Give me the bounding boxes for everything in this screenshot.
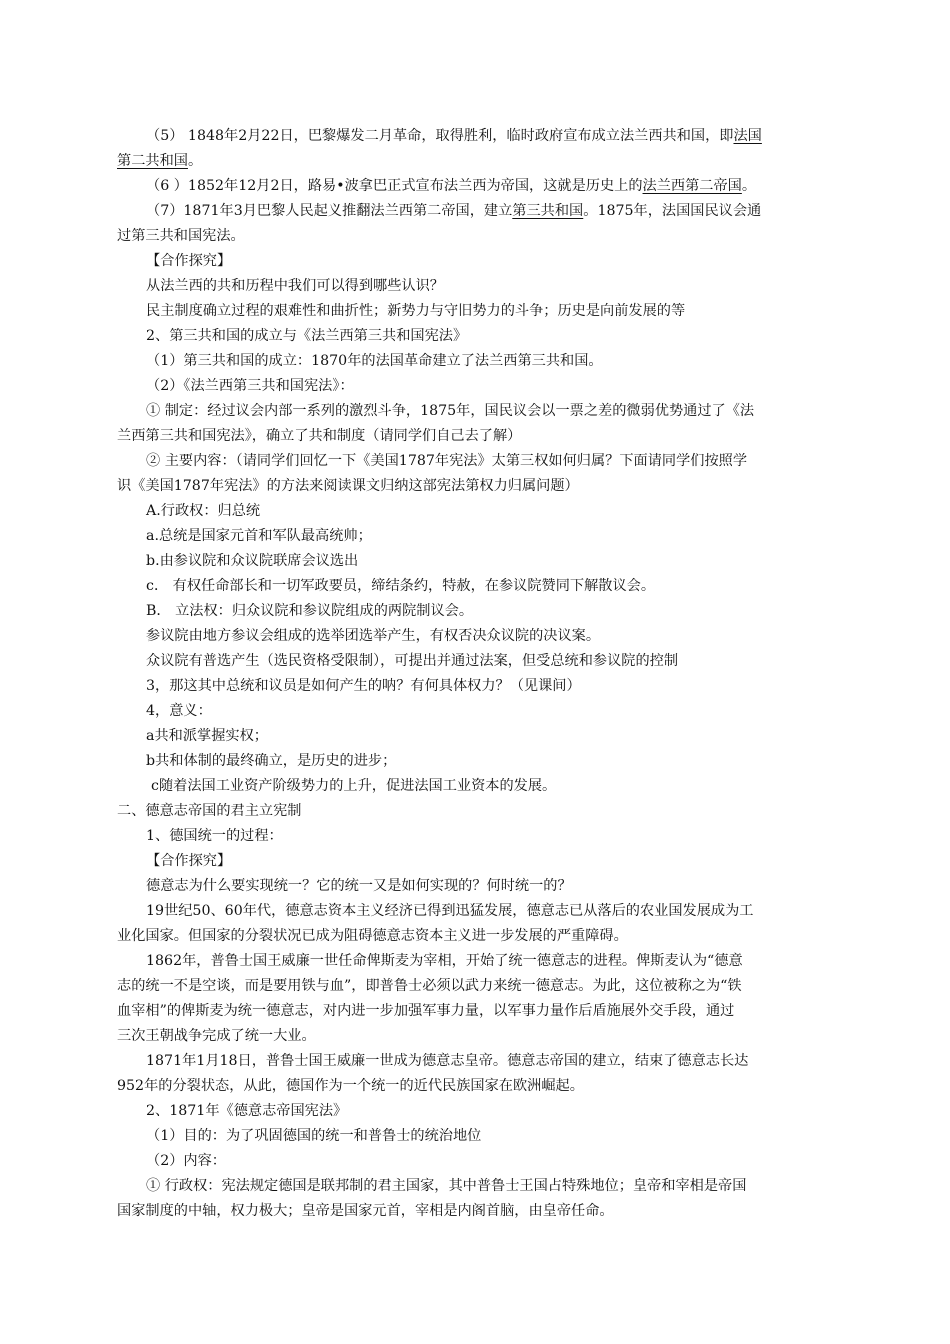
- text-run: （7）1871年3月巴黎人民起义推翻法兰西第二帝国，建立: [146, 203, 513, 219]
- paragraph-line: 参议院由地方参议会组成的选举团选举产生，有权否决众议院的决议案。: [146, 628, 601, 644]
- section-heading: 2、第三共和国的成立与《法兰西第三共和国宪法》: [146, 328, 468, 344]
- paragraph-line: [117, 174, 850, 199]
- paragraph-line: [117, 124, 850, 149]
- paragraph-line: 民主制度确立过程的艰难性和曲折性；新势力与守旧势力的斗争；历史是向前发展的等: [146, 303, 686, 319]
- paragraph-line: B． 立法权：归众议院和参议院组成的两院制议会。: [146, 603, 474, 619]
- paragraph-line: ① 行政权：宪法规定德国是联邦制的君主国家，其中普鲁士王国占特殊地位；皇帝和宰相是帝国: [146, 1178, 747, 1194]
- paragraph-line: 从法兰西的共和历程中我们可以得到哪些认识？: [146, 278, 444, 294]
- paragraph-line: 志的统一不是空谈，而是要用铁与血”，即普鲁士必须以武力来统一德意志。为此，这位被称之为“铁: [117, 978, 742, 994]
- section-heading: 1、德国统一的过程：: [146, 828, 283, 844]
- list-item: c． 有权任命部长和一切军政要员，缔结条约，特赦，在参议院赞同下解散议会。: [146, 578, 656, 594]
- paragraph-line: ① 制定：经过议会内部一系列的激烈斗争，1875年，国民议会以一票之差的微弱优势通过了《法: [146, 403, 755, 419]
- paragraph-line: 国家制度的中轴，权力极大；皇帝是国家元首，宰相是内阁首脑，由皇帝任命。: [117, 1203, 614, 1219]
- paragraph-line: 众议院有普选产生（选民资格受限制），可提出并通过法案，但受总统和参议院的控制: [146, 653, 679, 669]
- paragraph-line: 业化国家。但国家的分裂状况已成为阻碍德意志资本主义进一步发展的严重障碍。: [117, 928, 628, 944]
- paragraph-line: [117, 149, 850, 174]
- paragraph-line: 4，意义：: [146, 703, 212, 719]
- underlined-term: 第二共和国: [117, 153, 188, 169]
- list-item: b.由参议院和众议院联席会议选出: [146, 553, 359, 569]
- paragraph-line: 952年的分裂状态，从此，德国作为一个统一的近代民族国家在欧洲崛起。: [117, 1078, 584, 1094]
- paragraph-line: 1862年，普鲁士国王威廉一世任命俾斯麦为宰相，开始了统一德意志的进程。俾斯麦认为“德意: [146, 953, 743, 969]
- paragraph-line: 兰西第三共和国宪法》，确立了共和制度（请同学们自己去了解）: [117, 428, 522, 444]
- paragraph-line: 三次王朝战争完成了统一大业。: [117, 1028, 316, 1044]
- underlined-term: 法兰西第二帝国: [642, 178, 742, 194]
- text-run: 。: [187, 153, 203, 169]
- list-item: c随着法国工业资产阶级势力的上升，促进法国工业资本的发展。: [151, 778, 557, 794]
- text-run: （5） 1848年2月22日，巴黎爆发二月革命，取得胜利，临时政府宣布成立法兰西共和国，即: [146, 128, 734, 144]
- text-run: （6 ）1852年12月2日，路易•波拿巴正式宣布法兰西为帝国，这就是历史上的: [146, 178, 643, 194]
- list-item: a.总统是国家元首和军队最高统帅；: [146, 528, 372, 544]
- list-item: a共和派掌握实权；: [146, 728, 268, 744]
- paragraph-line: ② 主要内容：（请同学们回忆一下《美国1787年宪法》太第三权如何归属？下面请同学们按照学: [146, 453, 748, 469]
- section-heading: 【合作探究】: [146, 853, 232, 869]
- paragraph-line: 1871年1月18日，普鲁士国王威廉一世成为德意志皇帝。德意志帝国的建立，结束了德意志长达: [146, 1053, 749, 1069]
- paragraph-line: （1）目的：为了巩固德国的统一和普鲁士的统治地位: [146, 1128, 482, 1144]
- paragraph-line: 德意志为什么要实现统一？它的统一又是如何实现的？何时统一的？: [146, 878, 572, 894]
- paragraph-line: 过第三共和国宪法。: [117, 228, 245, 244]
- text-run: 。: [741, 178, 757, 194]
- underlined-term: 法国: [733, 128, 762, 144]
- text-run: 。1875年，法国国民议会通: [583, 203, 762, 219]
- section-heading: 【合作探究】: [146, 253, 232, 269]
- paragraph-line: A.行政权：归总统: [146, 503, 261, 519]
- paragraph-line: 识《美国1787年宪法》的方法来阅读课文归纳这部宪法第权力归属问题）: [117, 478, 579, 494]
- underlined-term: 第三共和国: [512, 203, 584, 219]
- paragraph-line: （2）内容：: [146, 1153, 226, 1169]
- section-heading: 二、德意志帝国的君主立宪制: [117, 803, 302, 819]
- paragraph-line: （1）第三共和国的成立：1870年的法国革命建立了法兰西第三共和国。: [146, 353, 603, 369]
- paragraph-line: 19世纪50、60年代，德意志资本主义经济已得到迅猛发展，德意志已从落后的农业国发展成为工: [146, 903, 754, 919]
- paragraph-line: 3，那这其中总统和议员是如何产生的呐？有何具体权力？（见课间）: [146, 678, 581, 694]
- section-heading: 2、1871年《德意志帝国宪法》: [146, 1103, 348, 1119]
- paragraph-line: （2）《法兰西第三共和国宪法》：: [146, 378, 354, 394]
- paragraph-line: [117, 199, 850, 224]
- paragraph-line: 血宰相”的俾斯麦为统一德意志，对内进一步加强军事力量，以军事力量作后盾施展外交手段，通过: [117, 1003, 735, 1019]
- list-item: b共和体制的最终确立，是历史的进步；: [146, 753, 397, 769]
